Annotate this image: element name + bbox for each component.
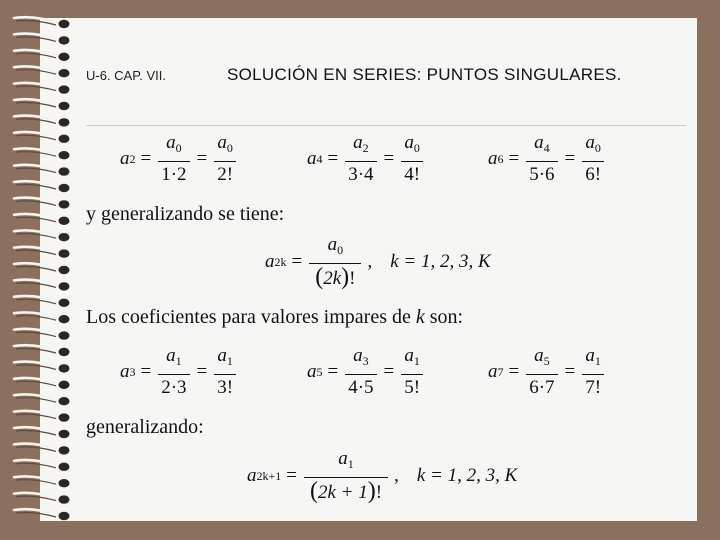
- binding-coil: [14, 394, 70, 405]
- binding-coil: [14, 460, 70, 471]
- binding-coil: [14, 198, 70, 209]
- binding-coil: [14, 214, 70, 225]
- binding-coil: [14, 329, 70, 340]
- binding-coil: [14, 263, 70, 274]
- binding-coil: [14, 312, 70, 323]
- binding-coil: [14, 230, 70, 241]
- text-odd-values: Los coeficientes para valores impares de k son:: [86, 306, 464, 328]
- binding-coil: [14, 50, 70, 61]
- page-title: SOLUCIÓN EN SERIES: PUNTOS SINGULARES.: [227, 65, 622, 84]
- spiral-binding: [0, 10, 80, 530]
- binding-coil: [14, 148, 70, 159]
- binding-coil: [14, 296, 70, 307]
- chapter-code: U-6. CAP. VII.: [86, 68, 166, 83]
- text-generalizing-odd: generalizando:: [86, 416, 204, 438]
- header-divider: [86, 125, 686, 126]
- text-generalizing: y generalizando se tiene:: [86, 203, 285, 225]
- binding-coil: [14, 444, 70, 455]
- binding-coil: [14, 165, 70, 176]
- binding-coil: [14, 493, 70, 504]
- equation-general-odd: a 2k+1 = $\frac{a_1}{(2k + 1)!}$ , k = 1, 2, 3, K: [247, 448, 518, 504]
- binding-coil: [14, 509, 70, 520]
- binding-coil: [14, 345, 70, 356]
- binding-coil: [14, 34, 70, 45]
- binding-coil: [14, 427, 70, 438]
- binding-coil: [14, 280, 70, 291]
- binding-coil: [14, 66, 70, 77]
- equation-a2: a 2 = $\frac{a_0}{1\cdot 2}$ = $\frac{a_0}{2!}$: [120, 130, 238, 188]
- binding-coil: [14, 378, 70, 389]
- binding-coil: [14, 181, 70, 192]
- binding-coil: [14, 99, 70, 110]
- equation-a3: a 3 = $\frac{a_1}{2\cdot 3}$ = $\frac{a_1}{3!}$: [120, 343, 238, 401]
- equation-a6: a 6 = $\frac{a_4}{5\cdot 6}$ = $\frac{a_0}{6!}$: [488, 130, 606, 188]
- equation-a7: a 7 = $\frac{a_5}{6\cdot 7}$ = $\frac{a_1}{7!}$: [488, 343, 606, 401]
- binding-coil: [14, 362, 70, 373]
- binding-coil: [14, 247, 70, 258]
- binding-coil: [14, 17, 70, 28]
- binding-coil: [14, 411, 70, 422]
- equation-a4: a 4 = $\frac{a_2}{3\cdot 4}$ = $\frac{a_0}{4!}$: [307, 130, 425, 188]
- binding-coil: [14, 132, 70, 143]
- binding-coil: [14, 476, 70, 487]
- equation-general-even: a 2k = $\frac{a_0}{(2k)!}$ , k = 1, 2, 3, K: [265, 234, 491, 290]
- binding-coil: [14, 116, 70, 127]
- binding-coil: [14, 83, 70, 94]
- equation-a5: a 5 = $\frac{a_3}{4\cdot 5}$ = $\frac{a_1}{5!}$: [307, 343, 425, 401]
